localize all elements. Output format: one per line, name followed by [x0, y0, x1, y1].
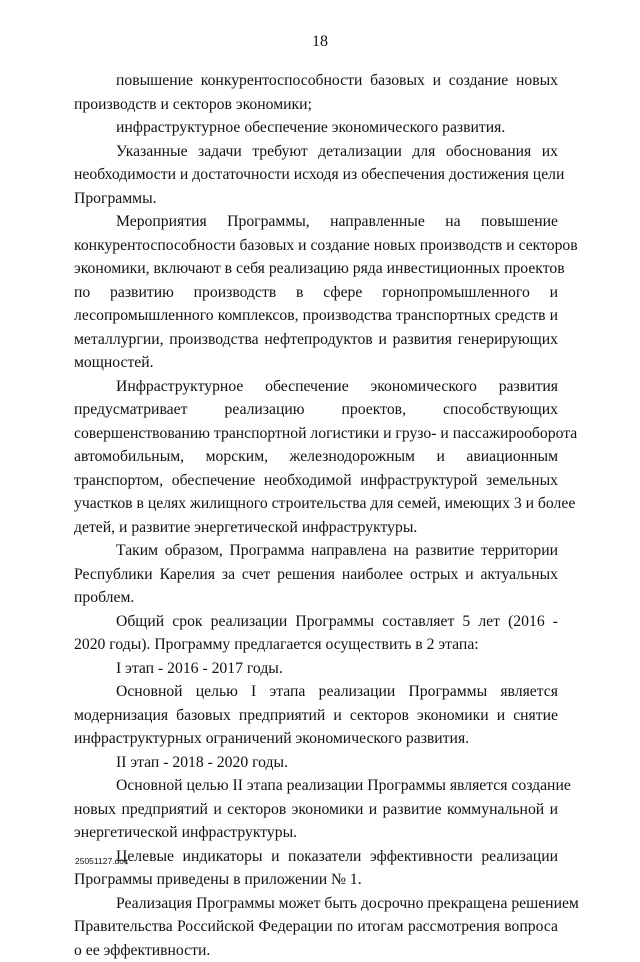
text-line: II этап - 2018 - 2020 годы. — [74, 751, 558, 775]
text-line: Реализация Программы может быть досрочно прекращена решением — [74, 892, 558, 916]
text-line: конкурентоспособности базовых и создание новых производств и секторов — [74, 234, 558, 258]
text-line: I этап - 2016 - 2017 годы. — [74, 657, 558, 681]
text-line: Целевые индикаторы и показатели эффективности реализации — [74, 845, 558, 869]
text-line: Инфраструктурное обеспечение экономического развития — [74, 375, 558, 399]
text-line: участков в целях жилищного строительства для семей, имеющих 3 и более — [74, 492, 558, 516]
text-line: Правительства Российской Федерации по итогам рассмотрения вопроса — [74, 915, 558, 939]
text-line: модернизация базовых предприятий и секторов экономики и снятие — [74, 704, 558, 728]
text-line: экономики, включают в себя реализацию ряда инвестиционных проектов — [74, 257, 558, 281]
text-line: металлургии, производства нефтепродуктов и развития генерирующих — [74, 328, 558, 352]
footer-filename: 25051127.doc — [75, 856, 128, 866]
text-line: Общий срок реализации Программы составляет 5 лет (2016 - — [74, 610, 558, 634]
text-line: Программы. — [74, 187, 558, 211]
text-line: инфраструктурное обеспечение экономического развития. — [74, 116, 558, 140]
text-line: новых предприятий и секторов экономики и развитие коммунальной и — [74, 798, 558, 822]
text-line: детей, и развитие энергетической инфраструктуры. — [74, 516, 558, 540]
text-line: Мероприятия Программы, направленные на повышение — [74, 210, 558, 234]
text-line: необходимости и достаточности исходя из обеспечения достижения цели — [74, 163, 558, 187]
document-body — [74, 69, 558, 962]
text-line: мощностей. — [74, 351, 558, 375]
text-line: Основной целью II этапа реализации Программы является создание — [74, 774, 558, 798]
text-line: о ее эффективности. — [74, 939, 558, 962]
text-line: повышение конкурентоспособности базовых и создание новых — [74, 69, 558, 93]
text-line: Республики Карелия за счет решения наиболее острых и актуальных — [74, 563, 558, 587]
text-line: транспортом, обеспечение необходимой инфраструктурой земельных — [74, 469, 558, 493]
text-line: Программы приведены в приложении № 1. — [74, 868, 558, 892]
text-line: 2020 годы). Программу предлагается осуществить в 2 этапа: — [74, 633, 558, 657]
text-line: совершенствованию транспортной логистики и грузо- и пассажирооборота — [74, 422, 558, 446]
text-line: лесопромышленного комплексов, производства транспортных средств и — [74, 304, 558, 328]
text-line: предусматривает реализацию проектов, способствующих — [74, 398, 558, 422]
text-line: проблем. — [74, 586, 558, 610]
text-line: Таким образом, Программа направлена на развитие территории — [74, 539, 558, 563]
text-line: по развитию производств в сфере горнопромышленного и — [74, 281, 558, 305]
text-line: производств и секторов экономики; — [74, 93, 558, 117]
text-line: инфраструктурных ограничений экономического развития. — [74, 727, 558, 751]
text-line: Основной целью I этапа реализации Программы является — [74, 680, 558, 704]
text-line: энергетической инфраструктуры. — [74, 821, 558, 845]
page-number: 18 — [0, 33, 640, 51]
text-line: Указанные задачи требуют детализации для обоснования их — [74, 140, 558, 164]
text-line: автомобильным, морским, железнодорожным и авиационным — [74, 445, 558, 469]
